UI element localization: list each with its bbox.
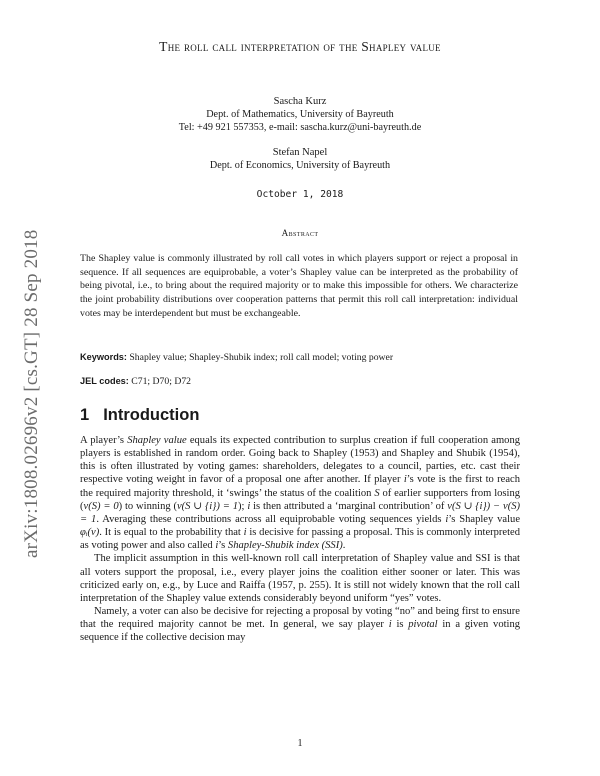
author-contact: Tel: +49 921 557353, e-mail: sascha.kurz@uni-bayreuth.de xyxy=(178,122,422,133)
keywords-text: Shapley value; Shapley-Shubik index; roll call model; voting power xyxy=(129,352,394,363)
text-run: . xyxy=(342,540,346,552)
keywords-label: Keywords: xyxy=(80,352,127,362)
emphasis: Shapley-Shubik index (SSI) xyxy=(227,540,343,552)
text-run: of earlier supporters from losing ( xyxy=(80,487,520,512)
section-number: 1 xyxy=(80,406,90,424)
math-expression: v(S ∪ {i}) − v(S) = 1 xyxy=(80,500,520,525)
text-run: Namely, a voter can also be decisive for rejecting a proposal by voting “no” and being first to ensure that the required majority cannot be met. In general, we say player xyxy=(80,606,520,631)
author-affiliation: Dept. of Economics, University of Bayreuth xyxy=(209,160,391,171)
section-heading xyxy=(80,406,199,425)
arxiv-identifier-stamp[interactable]: arXiv:1808.02696v2 [cs.GT] 28 Sep 2018 xyxy=(21,229,42,558)
paper-date: October 1, 2018 xyxy=(256,189,344,200)
text-run: ’s vote is the first to reach the required majority threshold, it ‘swings’ the status of the coalition xyxy=(80,474,520,499)
text-run: is decisive for passing a proposal. This is commonly interpreted as voting power and also called xyxy=(80,527,520,552)
keywords-line xyxy=(80,352,520,363)
math-var: i xyxy=(215,540,219,552)
emphasis: Shapley value xyxy=(127,435,187,446)
text-run: . It is equal to the probability that xyxy=(99,527,244,539)
body-text xyxy=(80,434,520,645)
page-number: 1 xyxy=(297,738,303,749)
jel-codes-line xyxy=(80,376,520,387)
paragraph-1 xyxy=(80,434,520,552)
abstract-heading: Abstract xyxy=(281,228,319,238)
paragraph-3 xyxy=(80,605,520,644)
math-expression: v(S) = 0 xyxy=(83,500,119,512)
emphasis: pivotal xyxy=(408,619,438,631)
math-var: i xyxy=(388,619,392,631)
text-run: equals its expected contribution to surplus creation if full cooperation among players is established in random order. Going back to Shapley (1953) and Shapley and Shubik (1954), this is often illustrated by voting games: shareholders, delegates to a council, parties, etc. cast their respective voting weight in favor of a proposal one after another. If player xyxy=(80,435,520,486)
text-run: is then attributed a ‘marginal contribution’ of xyxy=(250,500,448,512)
text-run: ); xyxy=(238,500,248,512)
text-run: in a given voting sequence if the collective decision may xyxy=(80,619,521,644)
math-expression: v(S ∪ {i}) = 1 xyxy=(176,500,238,512)
text-run: ’s Shapley value xyxy=(448,513,521,525)
jel-codes-label: JEL codes: xyxy=(80,376,129,386)
math-expression: φᵢ(v) xyxy=(80,527,100,539)
abstract-text: The Shapley value is commonly illustrated by roll call votes in which players support or reject a proposal in sequence. If all sequences are equiprobable, a voter’s Shapley value can be interpreted as the probability of being pivotal, i.e., to bring about the required majority or to make this impossible for others. We characterize the joint probability distributions over cooperation patterns that permit this roll call interpretation: individual votes may be interdependent but must be exchangeable. xyxy=(80,253,518,319)
text-run: is xyxy=(391,619,409,631)
text-run: . Averaging these contributions across all equiprobable voting sequences yields xyxy=(96,513,446,525)
author-affiliation: Dept. of Mathematics, University of Bayreuth xyxy=(206,109,394,120)
paper-title: The roll call interpretation of the Shapley value xyxy=(159,39,441,54)
paragraph-2: The implicit assumption in this well-known roll call interpretation of Shapley value and SSI is that all voters support the proposal, i.e., every player joins the coalition either sooner or later. This was criticized early on, e.g., by Luce and Raiffa (1957, p. 255). It is still not widely known that the roll call interpretation of the Shapley value extends considerably beyond uniform “yes” votes. xyxy=(80,553,520,604)
author-block-1 xyxy=(0,95,600,134)
math-var: i xyxy=(247,500,251,512)
author-name: Sascha Kurz xyxy=(273,96,327,107)
author-name: Stefan Napel xyxy=(272,147,328,158)
text-run: ) to winning ( xyxy=(118,500,177,512)
math-var: i xyxy=(243,527,247,539)
math-var: i xyxy=(445,513,449,525)
math-var: S xyxy=(374,487,380,499)
author-block-2 xyxy=(0,146,600,172)
jel-codes-text: C71; D70; D72 xyxy=(131,376,192,387)
text-run: ’s xyxy=(218,540,228,552)
section-title: Introduction xyxy=(103,406,200,424)
text-run: A player’s xyxy=(80,435,128,446)
math-var: i xyxy=(403,474,407,486)
